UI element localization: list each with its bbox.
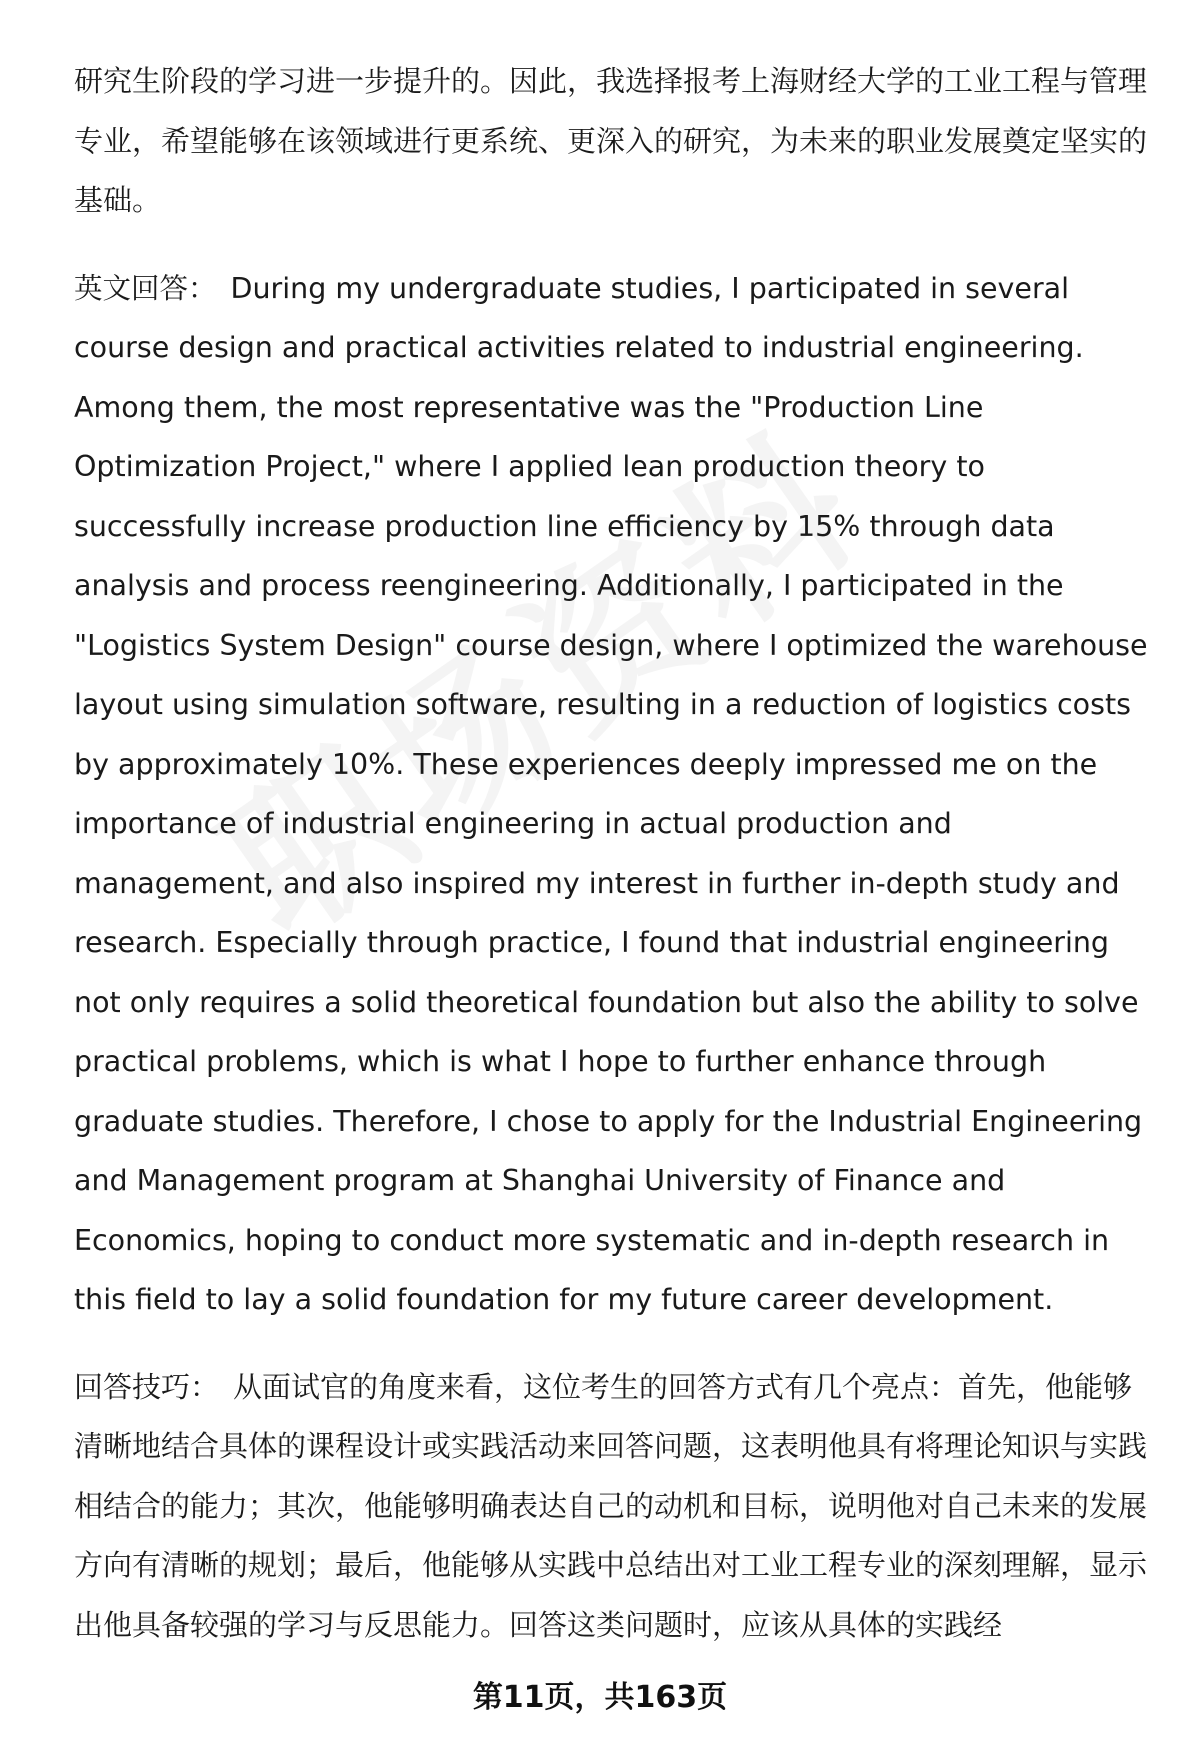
english-answer-label: 英文回答： (74, 271, 217, 305)
english-answer-text: During my undergraduate studies, I participated in several course design and practical activities related to industrial engineering. Among them, the most representative was the "Production Line Optimization Project," where I applied lean production theory to successfully increase production line efficiency by 15% through data analysis and process reengineering. Additionally, I participated in the "Logistics System Design" course design, where I optimized the warehouse layout using simulation software, resulting in a reduction of logistics costs by approximately 10%. These experiences deeply impressed me on the importance of industrial engineering in actual production and management, and also inspired my interest in further in-depth study and research. Especially through practice, I found that industrial engineering not only requires a solid theoretical foundation but also the ability to solve practical problems, which is what I hope to further enhance through graduate studies. Therefore, I chose to apply for the Industrial Engineering and Management program at Shanghai University of Finance and Economics, hoping to conduct more systematic and in-depth research in this field to lay a solid foundation for my future career development. (74, 271, 1148, 1316)
english-answer-paragraph (74, 259, 1154, 1330)
paragraph-continuation: 研究生阶段的学习进一步提升的。因此，我选择报考上海财经大学的工业工程与管理专业，希望能够在该领域进行更系统、更深入的研究，为未来的职业发展奠定坚实的基础。 (74, 64, 1148, 217)
answer-tips-label: 回答技巧： (74, 1369, 220, 1404)
answer-tips-text: 从面试官的角度来看，这位考生的回答方式有几个亮点：首先，他能够清晰地结合具体的课程设计或实践活动来回答问题，这表明他具有将理论知识与实践相结合的能力；其次，他能够明确表达自己的动机和目标，说明他对自己未来的发展方向有清晰的规划；最后，他能够从实践中总结出对工业工程专业的深刻理解，显示出他具备较强的学习与反思能力。回答这类问题时，应该从具体的实践经 (74, 1369, 1148, 1642)
document-body (74, 52, 1154, 1683)
page-number-footer: 第11页，共163页 (472, 1680, 728, 1715)
answer-tips-paragraph (74, 1358, 1154, 1656)
